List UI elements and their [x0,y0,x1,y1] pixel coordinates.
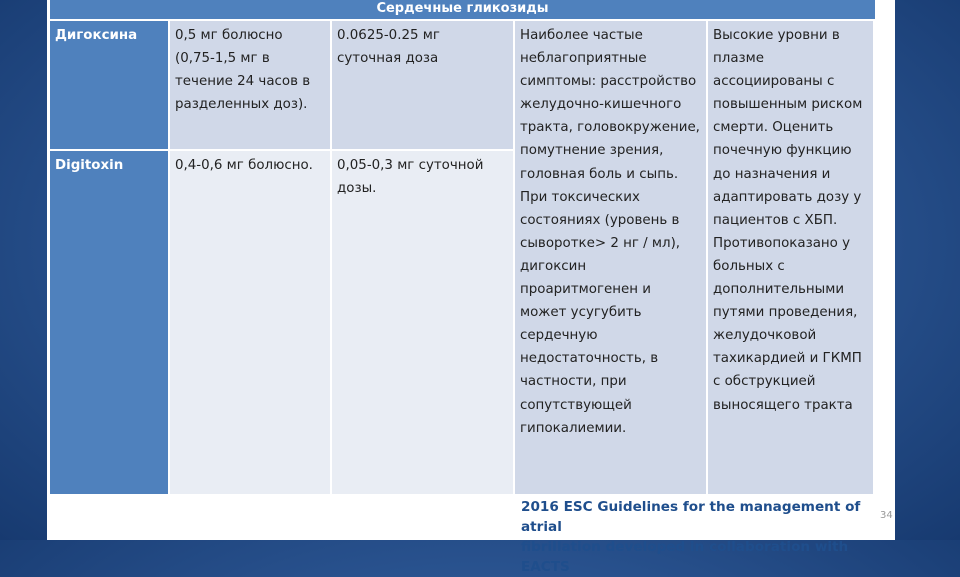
citation-line-2: fibrillation developed in collaboration with EACTS [521,539,849,575]
maintenance-dose-digoxin: 0.0625-0.25 мг суточная доза [332,21,513,149]
loading-dose-digitoxin: 0,4-0,6 мг болюсно. [170,151,330,494]
drug-name-digitoxin: Digitoxin [50,151,168,494]
adverse-effects-cell: Наиболее частые неблагоприятные симптомы: расстройство желудочно-кишечного тракта, головокружение, помутнение зрения, головная боль и сыпь. При токсических состояниях (уровень в сыворотке> 2 нг / мл), дигоксин проаритмогенен и может усугубить сердечную недостаточность, в частности, при сопутствующей гипокалиемии. [515,21,706,494]
comments-cell: Высокие уровни в плазме ассоциированы с повышенным риском смерти. Оценить почечную функцию до назначения и адаптировать дозу у пациентов с ХБП. Противопоказано у больных с дополнительными путями проведения, желудочковой тахикардией и ГКМП с обструкцией выносящего тракта [708,21,873,494]
table-title: Сердечные гликозиды [50,0,875,19]
citation-footer [521,497,896,577]
drug-name-digoxin: Дигоксина [50,21,168,149]
loading-dose-digoxin: 0,5 мг болюсно (0,75-1,5 мг в течение 24 часов в разделенных доз). [170,21,330,149]
citation-line-1: 2016 ESC Guidelines for the management of atrial [521,499,861,535]
maintenance-dose-digitoxin: 0,05-0,3 мг суточной дозы. [332,151,513,494]
slide [47,0,895,575]
page-number: 34 [880,510,893,521]
